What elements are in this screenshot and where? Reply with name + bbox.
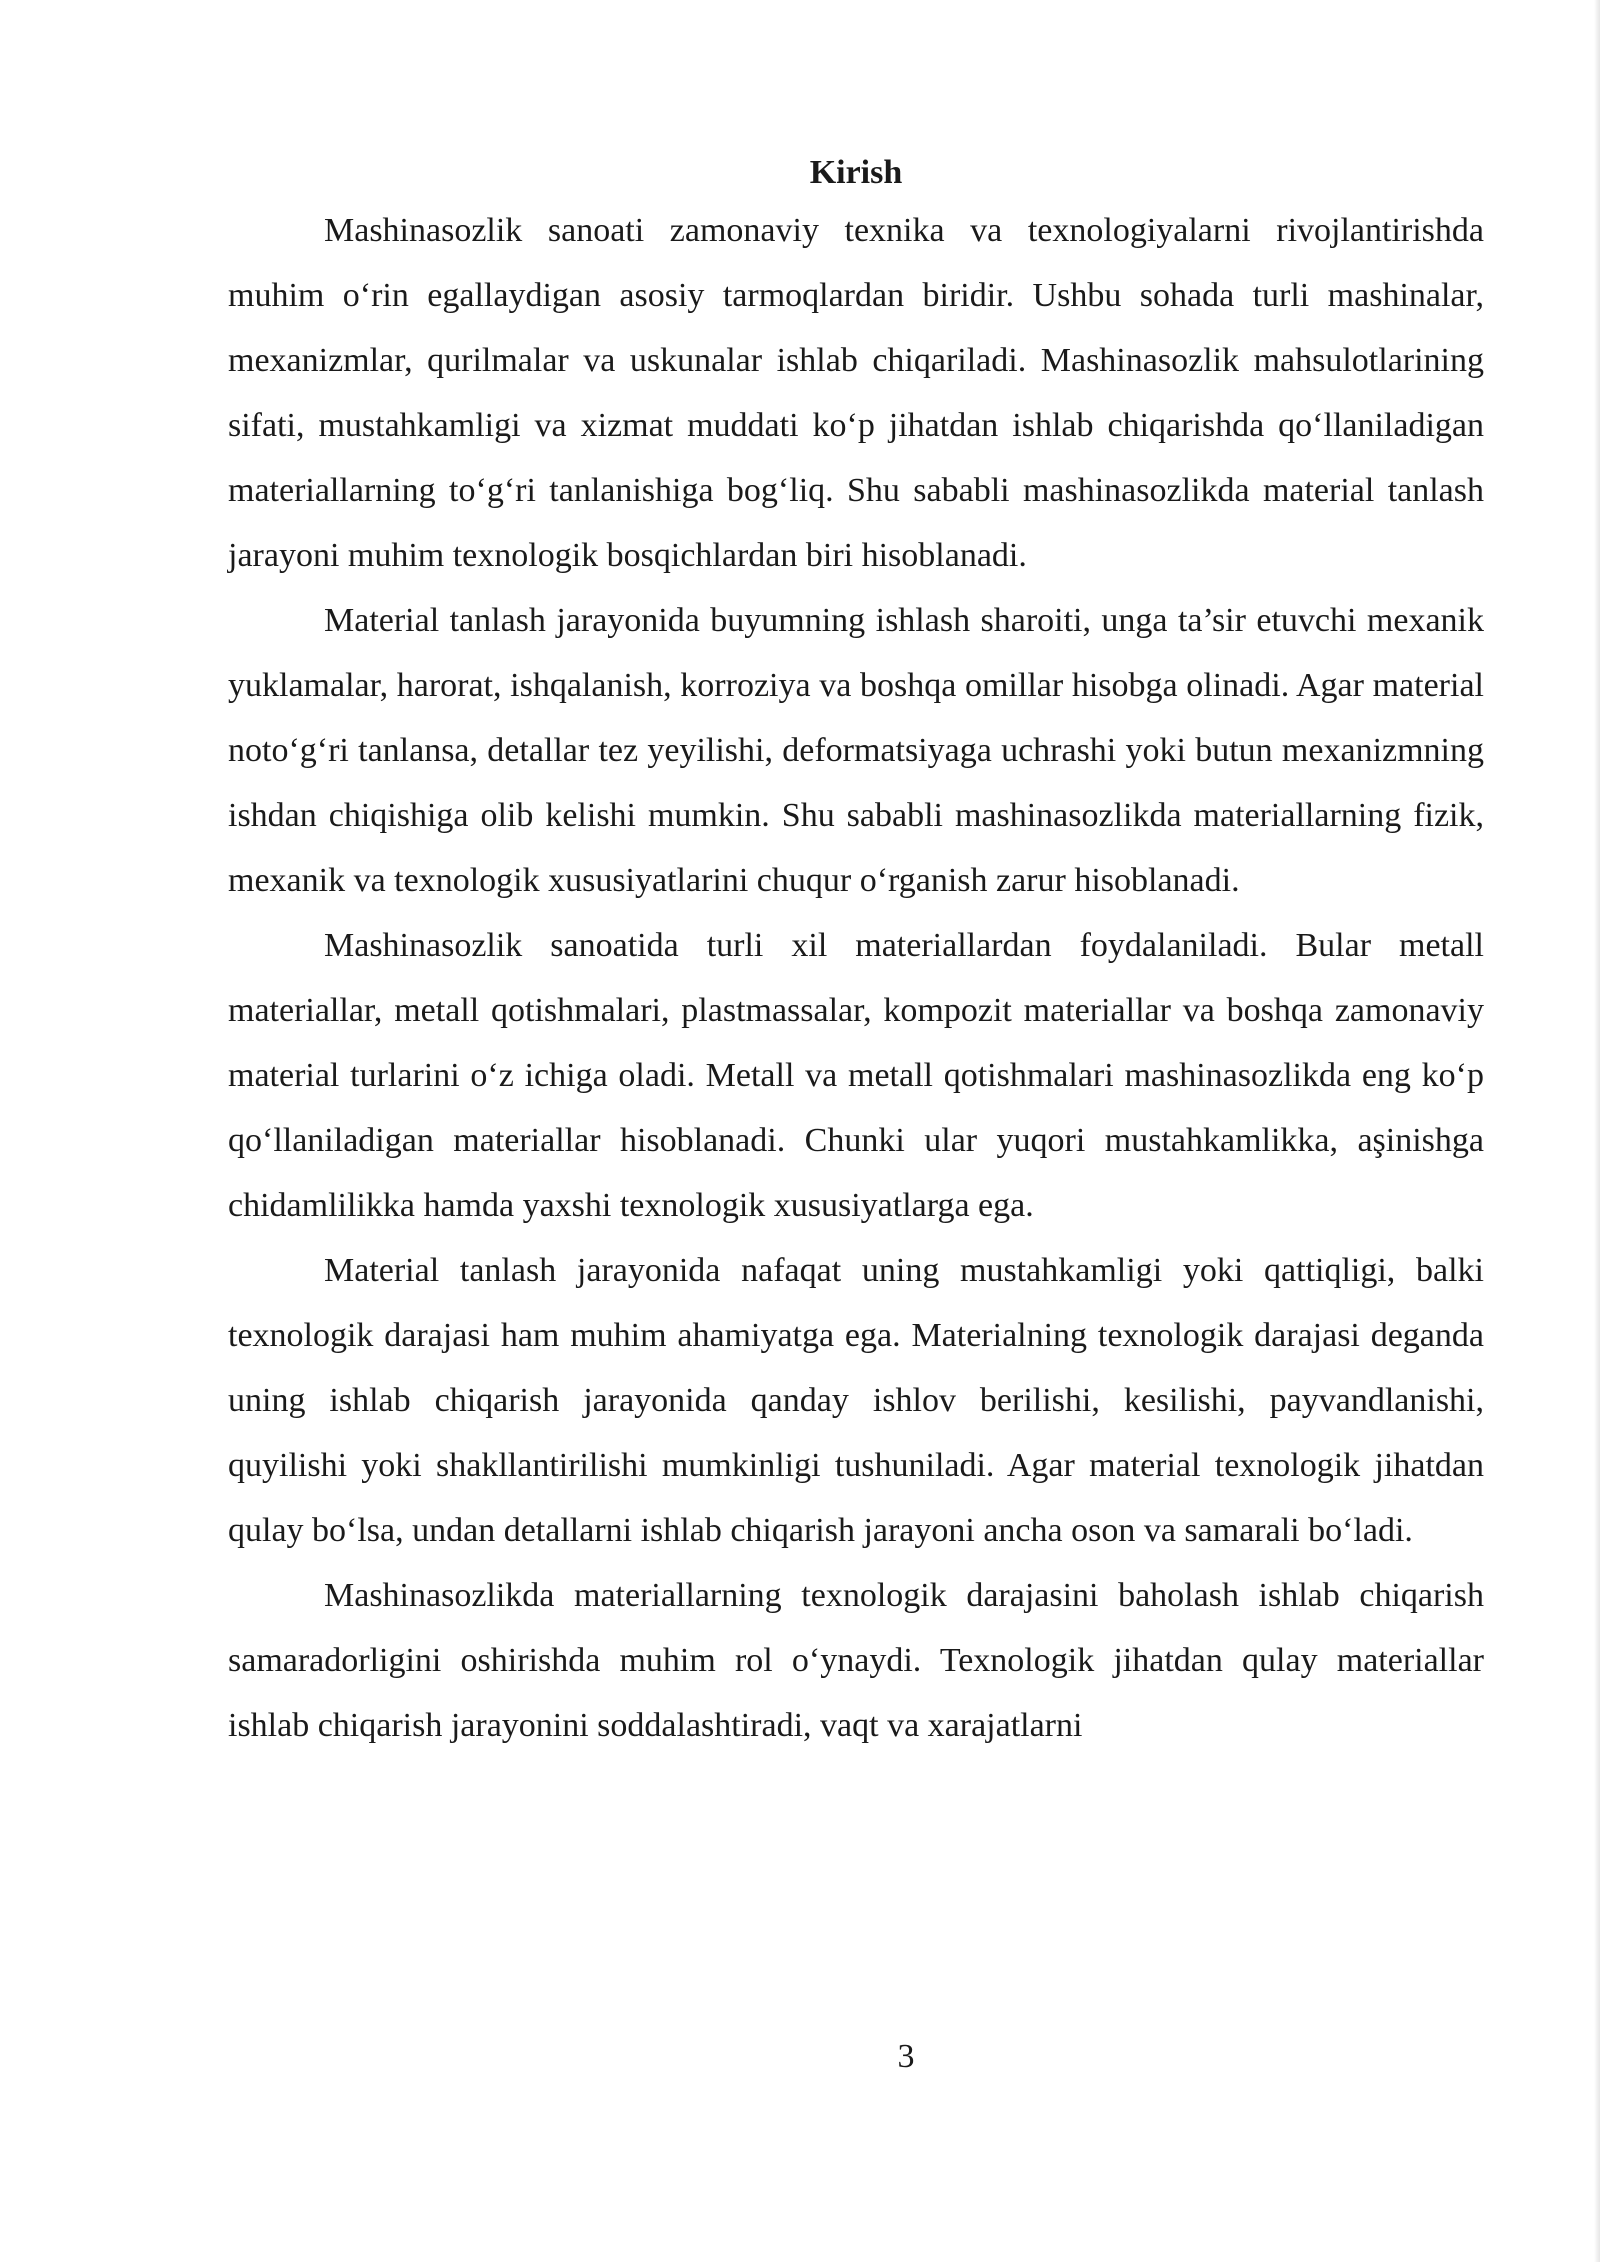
page-content [228, 148, 1484, 1758]
paragraph-3: Mashinasozlik sanoatida turli xil materiallardan foydalaniladi. Bular metall materiallar, metall qotishmalari, plastmassalar, kompozit materiallar va boshqa zamonaviy material turlarini o‘z ichiga oladi. Metall va metall qotishmalari mashinasozlikda eng ko‘p qo‘llaniladigan materiallar hisoblanadi. Chunki ular yuqori mustahkamlikka, aşinishga chidamlilikka hamda yaxshi texnologik xususiyatlarga ega. [228, 927, 1484, 1224]
paragraph-1: Mashinasozlik sanoati zamonaviy texnika va texnologiyalarni rivojlantirishda muhim o‘rin egallaydigan asosiy tarmoqlardan biridir. Ushbu sohada turli mashinalar, mexanizmlar, qurilmalar va uskunalar ishlab chiqariladi. Mashinasozlik mahsulotlarining sifati, mustahkamligi va xizmat muddati ko‘p jihatdan ishlab chiqarishda qo‘llaniladigan materiallarning to‘g‘ri tanlanishiga bog‘liq. Shu sababli mashinasozlikda material tanlash jarayoni muhim texnologik bosqichlardan biri hisoblanadi. [228, 212, 1484, 574]
section-title: Kirish [809, 154, 903, 191]
paragraph-2: Material tanlash jarayonida buyumning ishlash sharoiti, unga ta’sir etuvchi mexanik yuklamalar, harorat, ishqalanish, korroziya va boshqa omillar hisobga olinadi. Agar material noto‘g‘ri tanlansa, detallar tez yeyilishi, deformatsiyaga uchrashi yoki butun mexanizmning ishdan chiqishiga olib kelishi mumkin. Shu sababli mashinasozlikda materiallarning fizik, mexanik va texnologik xususiyatlarini chuqur o‘rganish zarur hisoblanadi. [228, 602, 1484, 899]
paragraph-5: Mashinasozlikda materiallarning texnologik darajasini baholash ishlab chiqarish samaradorligini oshirishda muhim rol o‘ynaydi. Texnologik jihatdan qulay materiallar ishlab chiqarish jarayonini soddalashtiradi, vaqt va xarajatlarni [228, 1577, 1484, 1744]
page-edge-shadow [1594, 0, 1600, 2262]
page-number: 3 [897, 2038, 915, 2075]
paragraph-4: Material tanlash jarayonida nafaqat uning mustahkamligi yoki qattiqligi, balki texnologik darajasi ham muhim ahamiyatga ega. Materialning texnologik darajasi deganda uning ishlab chiqarish jarayonida qanday ishlov berilishi, kesilishi, payvandlanishi, quyilishi yoki shakllantirilishi mumkinligi tushuniladi. Agar material texnologik jihatdan qulay bo‘lsa, undan detallarni ishlab chiqarish jarayoni ancha oson va samarali bo‘ladi. [228, 1252, 1484, 1549]
